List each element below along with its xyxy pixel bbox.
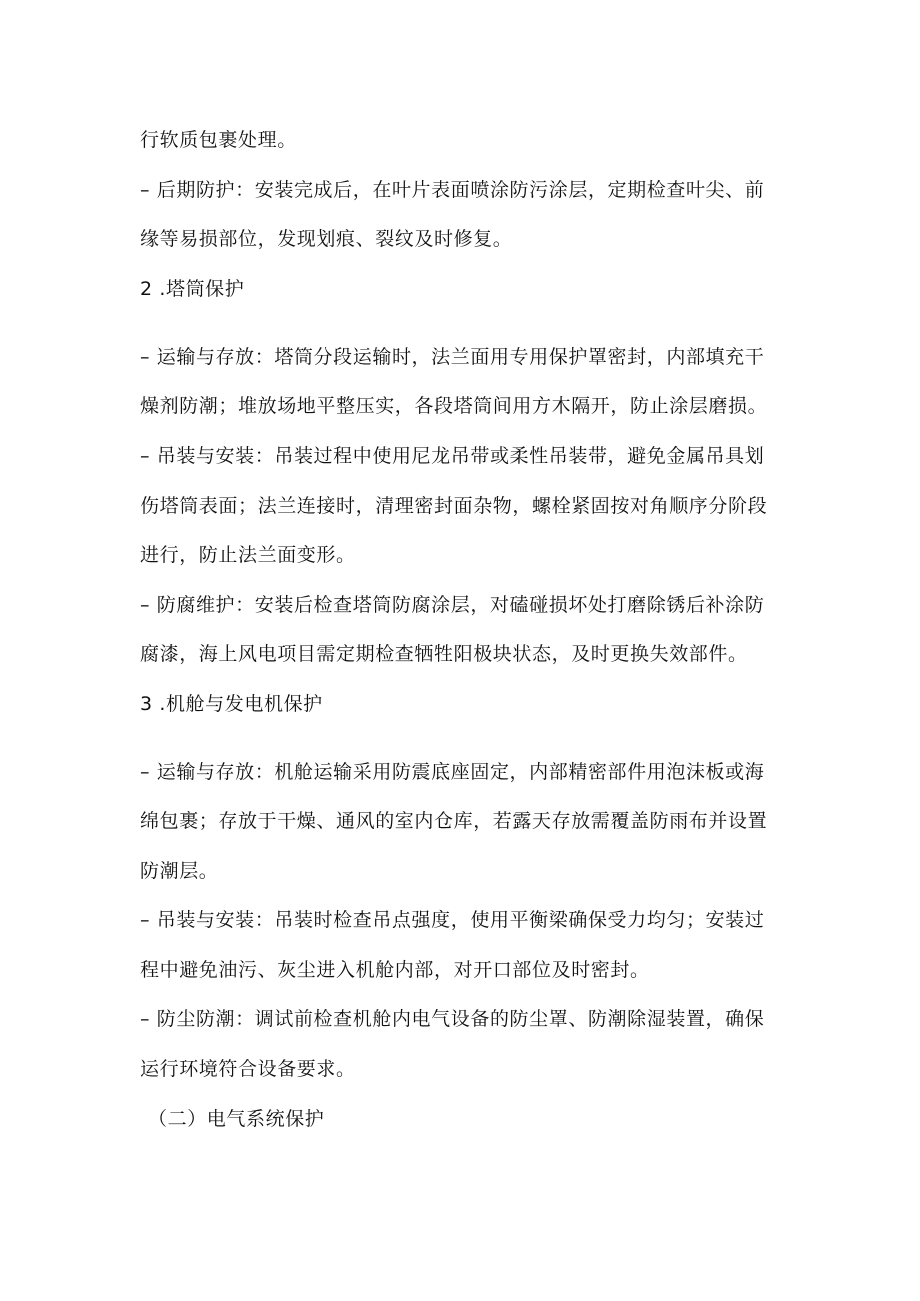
section-heading: 2 .塔筒保护 — [140, 278, 245, 300]
text-line: 燥剂防潮；堆放场地平整压实，各段塔筒间用方木隔开，防止涂层磨损。 — [140, 395, 768, 417]
text-line: – 后期防护：安装完成后，在叶片表面喷涂防污涂层，定期检查叶尖、前 — [140, 179, 765, 201]
text-line: – 防尘防潮：调试前检查机舱内电气设备的防尘罩、防潮除湿装置，确保 — [140, 1008, 765, 1030]
text-line: – 运输与存放：塔筒分段运输时，法兰面用专用保护罩密封，内部填充干 — [140, 346, 765, 368]
text-line: 绵包裹；存放于干燥、通风的室内仓库，若露天存放需覆盖防雨布并设置 — [140, 810, 768, 832]
section-heading: 3 .机舱与发电机保护 — [140, 693, 323, 715]
text-line: 伤塔筒表面；法兰连接时，清理密封面杂物，螺栓紧固按对角顺序分阶段 — [140, 495, 768, 517]
text-line: 腐漆，海上风电项目需定期检查牺牲阳极块状态，及时更换失效部件。 — [140, 643, 748, 665]
text-line: 行软质包裹处理。 — [140, 129, 297, 151]
text-line: 缘等易损部位，发现划痕、裂纹及时修复。 — [140, 228, 513, 250]
text-line: 程中避免油污、灰尘进入机舱内部，对开口部位及时密封。 — [140, 959, 650, 981]
subsection-heading: （二）电气系统保护 — [148, 1108, 325, 1130]
text-line: – 防腐维护：安装后检查塔筒防腐涂层，对磕碰损坏处打磨除锈后补涂防 — [140, 594, 765, 616]
text-line: 运行环境符合设备要求。 — [140, 1058, 356, 1080]
text-line: – 运输与存放：机舱运输采用防震底座固定，内部精密部件用泡沫板或海 — [140, 761, 765, 783]
text-line: 防潮层。 — [140, 860, 219, 882]
text-line: – 吊装与安装：吊装过程中使用尼龙吊带或柔性吊装带，避免金属吊具划 — [140, 445, 765, 467]
text-line: – 吊装与安装：吊装时检查吊点强度，使用平衡梁确保受力均匀；安装过 — [140, 909, 765, 931]
text-line: 进行，防止法兰面变形。 — [140, 544, 356, 566]
